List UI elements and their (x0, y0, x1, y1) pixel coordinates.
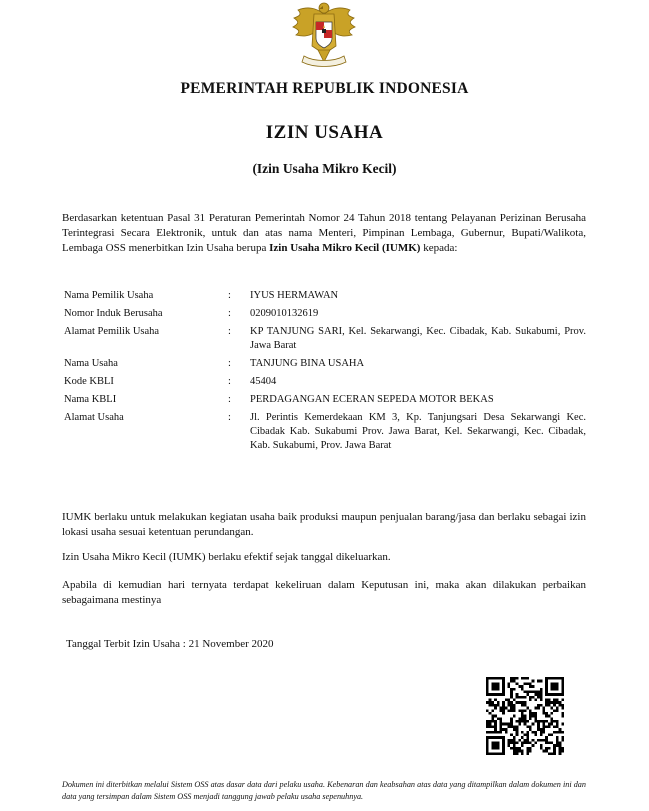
field-separator: : (228, 376, 231, 387)
field-label: Nama KBLI (64, 394, 117, 405)
field-value: Jl. Perintis Kemerdekaan KM 3, Kp. Tanjungsari Desa Sekarwangi Kec. Cibadak Kab. Sukabumi Prov. Jawa Barat, Kel. Sekarwangi, Kec. Cibadak, Kab. Sukabumi, Prov. Jawa Barat (250, 412, 586, 451)
field-value: 45404 (250, 376, 277, 387)
field-separator: : (228, 394, 231, 405)
effective-date-paragraph: Izin Usaha Mikro Kecil (IUMK) berlaku efektif sejak tanggal dikeluarkan. (62, 551, 391, 563)
qr-code-icon (486, 677, 564, 755)
field-row-business-address (64, 411, 586, 453)
footer-disclaimer: Dokumen ini diterbitkan melalui Sistem OSS atas dasar data dari pelaku usaha. Kebenaran dan keabsahan atas data yang ditampilkan dalam dokumen ini dan data yang tersimpan dalam Sistem OSS menjadi tanggung jawab pelaku usaha sepenuhnya. (62, 780, 586, 801)
field-row-owner-name (64, 289, 586, 303)
field-row-business-id-number (64, 307, 586, 321)
issue-date: Tanggal Terbit Izin Usaha : 21 November 2020 (66, 638, 274, 650)
field-label: Nama Pemilik Usaha (64, 290, 154, 301)
garuda-pancasila-emblem-icon (286, 0, 362, 70)
field-value: KP TANJUNG SARI, Kel. Sekarwangi, Kec. Cibadak, Kab. Sukabumi, Prov. Jawa Barat (250, 326, 586, 351)
correction-clause-paragraph: Apabila di kemudian hari ternyata terdapat kekeliruan dalam Keputusan ini, maka akan dilakukan perbaikan sebagaimana mestinya (62, 579, 586, 606)
field-separator: : (228, 412, 231, 423)
field-row-business-name (64, 357, 586, 371)
permit-fields-table (64, 289, 586, 457)
intro-bold-permit-name: Izin Usaha Mikro Kecil (IUMK) (269, 242, 421, 254)
field-separator: : (228, 308, 231, 319)
field-label: Nomor Induk Berusaha (64, 308, 163, 319)
field-label: Alamat Usaha (64, 412, 124, 423)
field-value: IYUS HERMAWAN (250, 290, 339, 301)
field-value: PERDAGANGAN ECERAN SEPEDA MOTOR BEKAS (250, 394, 494, 405)
field-row-kbli-code (64, 375, 586, 389)
field-value: 0209010132619 (250, 308, 319, 319)
field-row-kbli-name (64, 393, 586, 407)
intro-paragraph (62, 211, 586, 256)
document-subtitle: (Izin Usaha Mikro Kecil) (252, 161, 397, 176)
iumk-validity-paragraph: IUMK berlaku untuk melakukan kegiatan usaha baik produksi maupun penjualan barang/jasa dan berlaku sebagai izin lokasi usaha sesuai ketentuan perundangan. (62, 511, 586, 538)
intro-text-after: kepada: (420, 242, 458, 254)
field-row-owner-address (64, 325, 586, 353)
intro-text-before: Berdasarkan ketentuan Pasal 31 Peraturan Pemerintah Nomor 24 Tahun 2018 tentang Pelayanan Perizinan Berusaha Terintegrasi Secara Elektronik, untuk dan atas nama Menteri, Pimpinan Lembaga, Gubernur, Bupati/Walikota, Lembaga OSS menerbitkan Izin Usaha berupa (62, 212, 586, 254)
field-label: Alamat Pemilik Usaha (64, 326, 160, 337)
field-separator: : (228, 358, 231, 369)
field-separator: : (228, 326, 231, 337)
field-label: Nama Usaha (64, 358, 118, 369)
field-label: Kode KBLI (64, 376, 114, 387)
field-value: TANJUNG BINA USAHA (250, 358, 365, 369)
government-heading: PEMERINTAH REPUBLIK INDONESIA (180, 80, 469, 97)
document-title: IZIN USAHA (265, 122, 384, 143)
field-separator: : (228, 290, 231, 301)
